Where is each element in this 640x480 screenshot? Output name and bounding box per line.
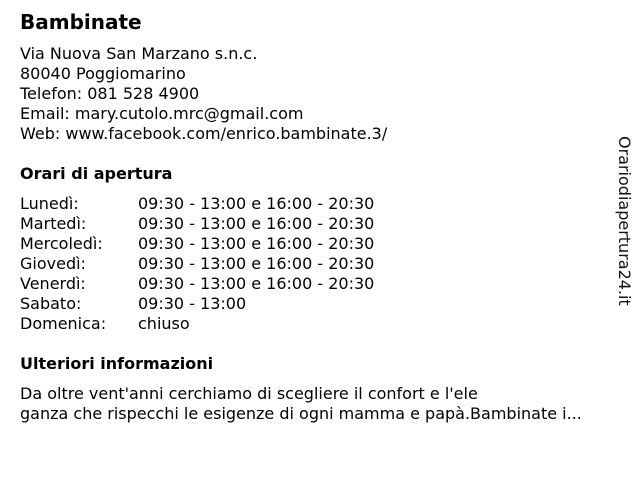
- hours-row-thursday: [20, 254, 440, 274]
- day-label: Mercoledì:: [20, 234, 103, 253]
- time-value: chiuso: [138, 314, 190, 333]
- time-value: 09:30 - 13:00 e 16:00 - 20:30: [138, 274, 375, 293]
- info-line: ganza che rispecchi le esigenze di ogni mamma e papà.Bambinate i...: [20, 404, 582, 423]
- day-label: Lunedì:: [20, 194, 79, 213]
- day-label: Giovedì:: [20, 254, 86, 273]
- website: Web: www.facebook.com/enrico.bambinate.3/: [20, 124, 388, 143]
- hours-row-monday: [20, 194, 440, 214]
- hours-row-sunday: [20, 314, 440, 334]
- more-info-heading: Ulteriori informazioni: [20, 354, 214, 373]
- time-value: 09:30 - 13:00 e 16:00 - 20:30: [138, 254, 375, 273]
- day-label: Martedì:: [20, 214, 87, 233]
- opening-hours-table: [20, 194, 440, 334]
- day-label: Venerdì:: [20, 274, 86, 293]
- time-value: 09:30 - 13:00 e 16:00 - 20:30: [138, 214, 375, 233]
- time-value: 09:30 - 13:00 e 16:00 - 20:30: [138, 234, 375, 253]
- business-name: Bambinate: [20, 10, 142, 34]
- time-value: 09:30 - 13:00: [138, 294, 247, 313]
- info-line: Da oltre vent'anni cerchiamo di scegliere il confort e l'ele: [20, 384, 478, 403]
- address-street: Via Nuova San Marzano s.n.c.: [20, 44, 258, 63]
- email-address: Email: mary.cutolo.mrc@gmail.com: [20, 104, 304, 123]
- time-value: 09:30 - 13:00 e 16:00 - 20:30: [138, 194, 375, 213]
- hours-row-friday: [20, 274, 440, 294]
- site-watermark: Orariodiapertura24.it: [615, 136, 634, 306]
- phone-number: Telefon: 081 528 4900: [20, 84, 200, 103]
- address-city: 80040 Poggiomarino: [20, 64, 186, 83]
- hours-row-tuesday: [20, 214, 440, 234]
- hours-row-wednesday: [20, 234, 440, 254]
- more-info-text: [20, 384, 582, 424]
- hours-row-saturday: [20, 294, 440, 314]
- contact-block: [20, 44, 387, 144]
- opening-hours-heading: Orari di apertura: [20, 164, 173, 183]
- day-label: Domenica:: [20, 314, 107, 333]
- day-label: Sabato:: [20, 294, 82, 313]
